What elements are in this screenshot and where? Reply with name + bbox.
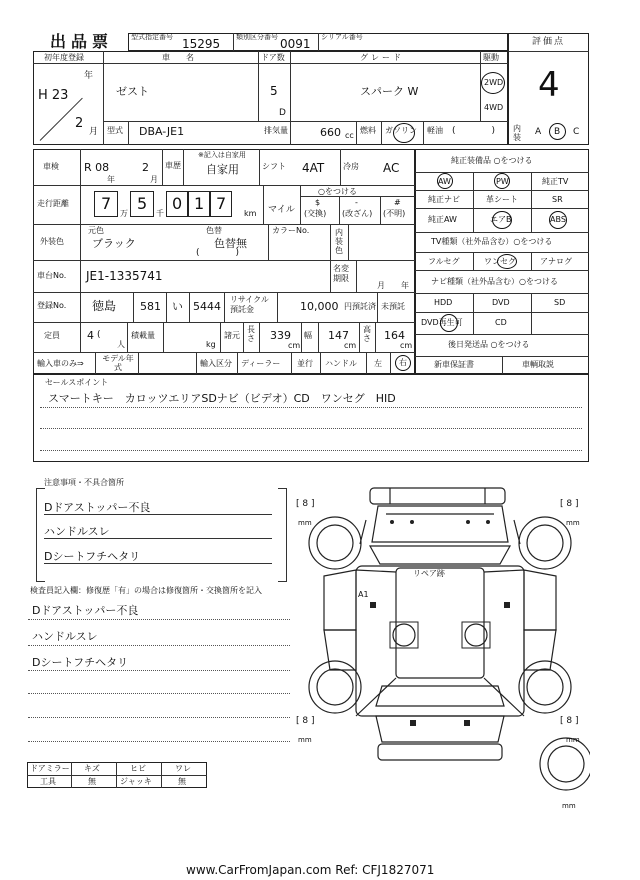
score-label: 評価点 [532,37,566,47]
navi-hdd: HDD [434,298,453,307]
load-unit: kg [206,340,216,349]
name-change-label: 名変期限 [333,264,349,283]
inspector-line-3: Dシートフチヘタリ [32,656,129,669]
legend-tools: 工具 [40,777,56,786]
meter-note: ○をつける [318,187,357,196]
doors-label: ドア数 [261,53,285,62]
tv-label: TV種類（社外品含む）○をつける [431,237,553,246]
length-value: 339 [270,329,291,342]
height-value: 164 [384,329,405,342]
interior-grade-b: B [554,127,561,137]
displacement-value: 660 [320,126,341,139]
shift-label: シフト [262,162,286,171]
navi-label: ナビ種類（社外品含む）○をつける [431,277,558,286]
notes-label: 注意事項・不具合箇所 [44,478,124,487]
notes-bracket-right [278,488,287,582]
equip-navi: 純正ナビ [428,195,460,204]
tire-rl-depth: [ 8 ] [296,716,315,726]
navi-dvd: DVD [492,298,510,307]
history-value: 自家用 [206,163,239,176]
mileage-digit-2: 5 [137,194,148,213]
car-name-label: 車 名 [162,53,198,62]
meter-exchange: (交換) [304,209,327,218]
history-label: 車歴 [165,161,181,170]
color-changed: 色替無 [214,237,247,250]
sales-text: スマートキー カロッツエリアSDナビ（ビデオ）CD ワンセグ HID [48,392,396,405]
model-no-label: 型式指定番号 [131,33,173,41]
navi-dvd-play: DVD再生可 [421,318,463,327]
legend-jack: ジャッキ [120,777,152,786]
navi-cd: CD [495,318,507,327]
color-original-label: 元色 [88,226,104,235]
fuel-label: 燃料 [360,126,376,135]
year-unit: 年 [84,71,94,81]
load-label: 積載量 [131,331,155,340]
capacity-label: 定員 [44,331,60,340]
color-code-label: 色替 [206,226,222,235]
name-change-year: 年 [401,281,409,290]
tire-rr-value: 8 [566,716,573,726]
tire-rr-unit: mm [566,736,580,744]
displacement-label: 排気量 [264,126,288,135]
meter-altered: (改ざん) [342,209,373,218]
tv-analog: アナログ [540,257,572,266]
interior-color-label: 内装色 [335,228,343,255]
history-note: ※記入は自家用 [198,151,246,159]
later-warranty: 新車保証書 [434,360,474,369]
tire-fr-value: 8 [566,499,573,509]
meter-exchange-symbol: $ [315,198,321,207]
unit-man: 万 [120,209,128,218]
genuine-label: 純正装備品 ○をつける [451,156,533,165]
mileage-digit-4: 1 [194,194,205,213]
color-original: ブラック [92,237,136,250]
capacity-unit: 人 [117,340,125,349]
tire-rl-unit: mm [298,736,312,744]
mileage-digit-5: 7 [216,194,227,213]
grade-label: グレード [360,53,404,62]
drive-4wd: 4WD [484,103,504,112]
handle-right: 右 [399,358,407,367]
width-label: 幅 [304,331,312,340]
inspector-line-1: Dドアストッパー不良 [32,604,139,617]
car-diagram [290,480,590,800]
inspection-label: 車検 [43,162,59,171]
recycle-amount: 10,000 [300,300,339,313]
mileage-digit-3: 0 [172,194,183,213]
score-value: 4 [538,65,560,105]
class-no: 0091 [280,37,311,51]
legend-jack-value: 無 [178,777,186,786]
meter-altered-symbol: - [355,198,358,207]
mileage-label: 走行距離 [37,199,69,208]
reg-class: 581 [140,300,161,313]
reg-kana: い [172,300,183,313]
inspection-value: R 08 [84,161,110,174]
tire-fl-value: 8 [302,499,309,509]
reg-num: 5444 [193,300,221,313]
tv-oneseg: ワンセグ [484,257,516,266]
equip-tv: 純正TV [542,177,569,186]
type-label: 型式 [107,126,123,135]
grade-value: スパーク W [360,85,419,98]
fuel-value: ガソリン [385,126,417,135]
drive-2wd: 2WD [484,78,504,87]
tire-fl-depth: [ 8 ] [296,499,315,509]
spare-unit: mm [562,802,576,810]
interior-label: 内装 [513,124,521,142]
doors-value: 5 [270,84,278,98]
inspector-line-2: ハンドルスレ [32,630,98,643]
equip-genuine-aw: 純正AW [428,215,457,224]
mileage-digit-1: 7 [101,194,112,213]
tire-fl-unit: mm [298,519,312,527]
equip-leather: 革シート [486,195,518,204]
note-line-3: Dシートフチヘタリ [44,550,141,563]
recycle-undeposited: 未預託 [381,302,405,311]
height-unit: cm [400,341,413,350]
width-value: 147 [328,329,349,342]
month-unit: 月 [89,127,99,137]
unit-sen: 千 [156,209,164,218]
unit-km: km [244,209,257,218]
first-reg-label: 初年度登録 [44,53,84,62]
color-label: 外装色 [40,237,64,246]
reg-area: 徳島 [92,299,117,313]
import-type-label: 輸入区分 [200,359,232,368]
chassis-value: JE1-1335741 [86,269,163,283]
equip-abs: ABS [550,215,566,224]
sales-label: セールスポイント [45,378,109,387]
legend-tools-value: 無 [88,777,96,786]
width-unit: cm [344,341,357,350]
model-no: 15295 [182,37,221,51]
import-dealer: ディーラー [241,359,281,368]
note-line-1: Dドアストッパー不良 [44,501,151,514]
drive-label: 駆動 [483,53,499,62]
name-change-month: 月 [377,281,385,290]
first-reg-month: 2 [75,116,84,131]
cooling-value: AC [383,161,400,175]
inspection-year-unit: 年 [107,175,115,184]
cooling-label: 冷房 [343,162,359,171]
tire-fr-unit: mm [566,519,580,527]
color-paren: ( ) [196,248,240,258]
later-manual: 車輌取説 [522,360,554,369]
legend-crack: ヒビ [130,764,146,773]
sheet-title: 出品票 [50,32,114,51]
chassis-label: 車台No. [37,271,67,280]
equip-airbag: エアB [490,215,512,224]
later-label: 後日発送品 ○をつける [448,340,530,349]
fuel-other: ( ) [452,126,496,136]
tv-fullseg: フルセグ [428,257,460,266]
color-no-label: カラーNo. [272,226,310,235]
light-oil-label: 軽油 [427,126,443,135]
handle-left: 左 [374,359,382,368]
import-label: 輸入車のみ⇒ [37,359,84,368]
legend-mirror: ドアミラー [30,764,70,773]
equip-aw: AW [438,177,451,186]
navi-sd: SD [554,298,566,307]
recycle-deposited: 円預託済 [344,302,376,311]
first-reg-year: H 23 [38,88,69,103]
type-value: DBA-JE1 [139,125,185,138]
inspection-month-unit: 月 [150,175,158,184]
doors-sub: D [279,108,286,118]
note-line-2: ハンドルスレ [44,525,110,538]
dims-label: 諸元 [224,331,240,340]
footer-ref: www.CarFromJapan.com Ref: CFJ1827071 [186,863,435,877]
class-no-label: 類別区分番号 [236,33,278,41]
equip-pw: PW [496,177,509,186]
roof-note: リペア跡 [413,569,445,578]
interior-grade-a: A [535,127,542,137]
sales-box [33,374,589,462]
tire-fr-depth: [ 8 ] [560,499,579,509]
meter-unknown-symbol: # [394,198,401,207]
serial-label: シリアル番号 [321,33,363,41]
length-label: 長さ [247,325,255,343]
tire-rr-depth: [ 8 ] [560,716,579,726]
tire-rl-value: 8 [302,716,309,726]
displacement-unit: cc [345,131,354,140]
length-unit: cm [288,341,301,350]
recycle-label: リサイクル預託金 [230,295,269,314]
panel-note: A1 [358,590,369,599]
inspector-label: 検査員記入欄：修復歴「有」の場合は修復箇所・交換箇所を記入 [30,586,262,595]
capacity-value: 4 [87,329,94,342]
inspection-month: 2 [142,161,149,174]
shift-value: 4AT [302,161,325,175]
legend-break: ワレ [175,764,191,773]
height-label: 高さ [363,325,371,343]
model-year-label: モデル年式 [102,354,134,372]
interior-grade-c: C [573,127,580,137]
car-name: ゼスト [116,85,149,98]
meter-unknown: (不明) [383,209,406,218]
handle-label: ハンドル [325,359,357,368]
legend-scratch: キズ [84,764,100,773]
meter-mile: マイル [268,205,295,215]
equip-sr: SR [552,195,563,204]
import-parallel: 並行 [297,359,313,368]
reg-label: 登録No. [37,301,67,310]
